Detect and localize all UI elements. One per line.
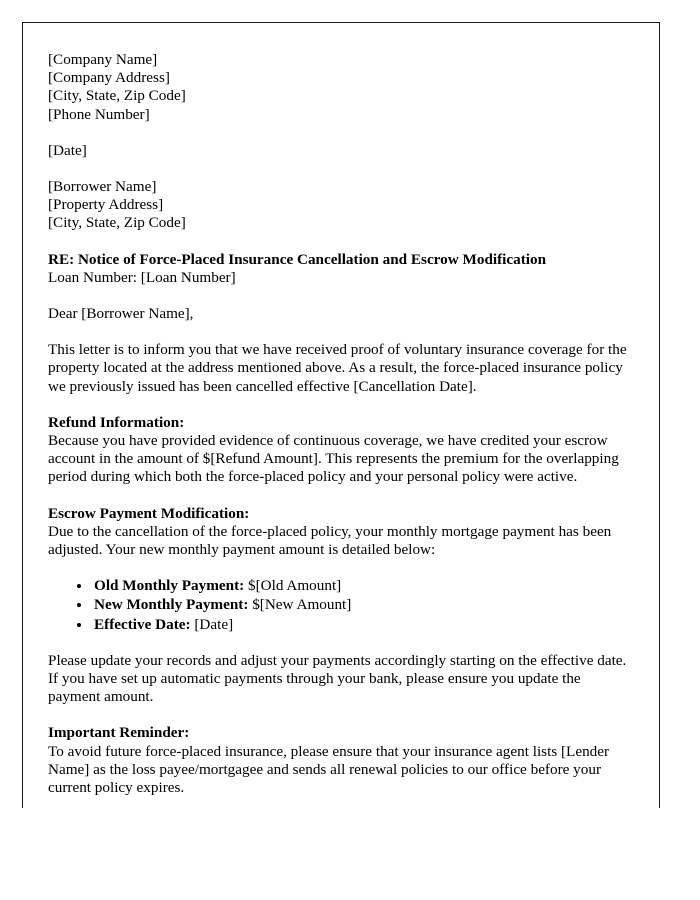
recipient-borrower-name: [Borrower Name] — [48, 178, 157, 196]
refund-information-heading: Refund Information: — [48, 413, 185, 431]
letter-body — [48, 51, 628, 815]
payment-details-list — [48, 577, 628, 634]
salutation: Dear [Borrower Name], — [48, 305, 194, 323]
loan-number-line: Loan Number: [Loan Number] — [48, 268, 236, 286]
effective-date-value: [Date] — [194, 615, 234, 633]
new-monthly-payment-value: $[New Amount] — [252, 596, 352, 614]
list-item — [92, 577, 628, 595]
recipient-property-address: [Property Address] — [48, 196, 164, 214]
sender-city-state-zip: [City, State, Zip Code] — [48, 87, 186, 105]
sender-phone-number: [Phone Number] — [48, 105, 150, 123]
escrow-payment-modification-paragraph: Due to the cancellation of the force-placed policy, your monthly mortgage payment has been adjusted. Your new monthly payment amount is detailed below: — [48, 522, 612, 559]
sender-address-block — [48, 51, 628, 124]
refund-information-paragraph: Because you have provided evidence of continuous coverage, we have credited your escrow account in the amount of $[Refund Amount]. This represents the premium for the overlapping period during which both the force-placed policy and your personal policy were active. — [48, 432, 619, 486]
list-item — [92, 616, 628, 634]
recipient-city-state-zip: [City, State, Zip Code] — [48, 214, 186, 232]
escrow-payment-modification-heading: Escrow Payment Modification: — [48, 504, 250, 522]
document-page — [22, 22, 660, 808]
update-records-paragraph: Please update your records and adjust your payments accordingly starting on the effective date. If you have set up automatic payments through your bank, please ensure you update the payment amount. — [48, 651, 627, 706]
important-reminder-heading: Important Reminder: — [48, 724, 190, 742]
recipient-address-block — [48, 178, 628, 233]
important-reminder-paragraph: To avoid future force-placed insurance, please ensure that your insurance agent lists [Lender Name] as the loss payee/mortgagee and sends all renewal policies to our office before your current policy expires. — [48, 742, 610, 797]
effective-date-label: Effective Date: — [94, 615, 191, 633]
subject-line: RE: Notice of Force-Placed Insurance Cancellation and Escrow Modification — [48, 250, 547, 268]
sender-company-name: [Company Name] — [48, 51, 158, 68]
list-item — [92, 596, 628, 614]
letter-date: [Date] — [48, 141, 87, 159]
old-monthly-payment-label: Old Monthly Payment: — [94, 577, 245, 595]
new-monthly-payment-label: New Monthly Payment: — [94, 596, 249, 614]
old-monthly-payment-value: $[Old Amount] — [247, 577, 342, 595]
intro-paragraph: This letter is to inform you that we have received proof of voluntary insurance coverage for the property located at the address mentioned above. As a result, the force-placed insurance policy we previously issued has been cancelled effective [Cancellation Date]. — [48, 341, 627, 395]
sender-company-address: [Company Address] — [48, 69, 170, 87]
